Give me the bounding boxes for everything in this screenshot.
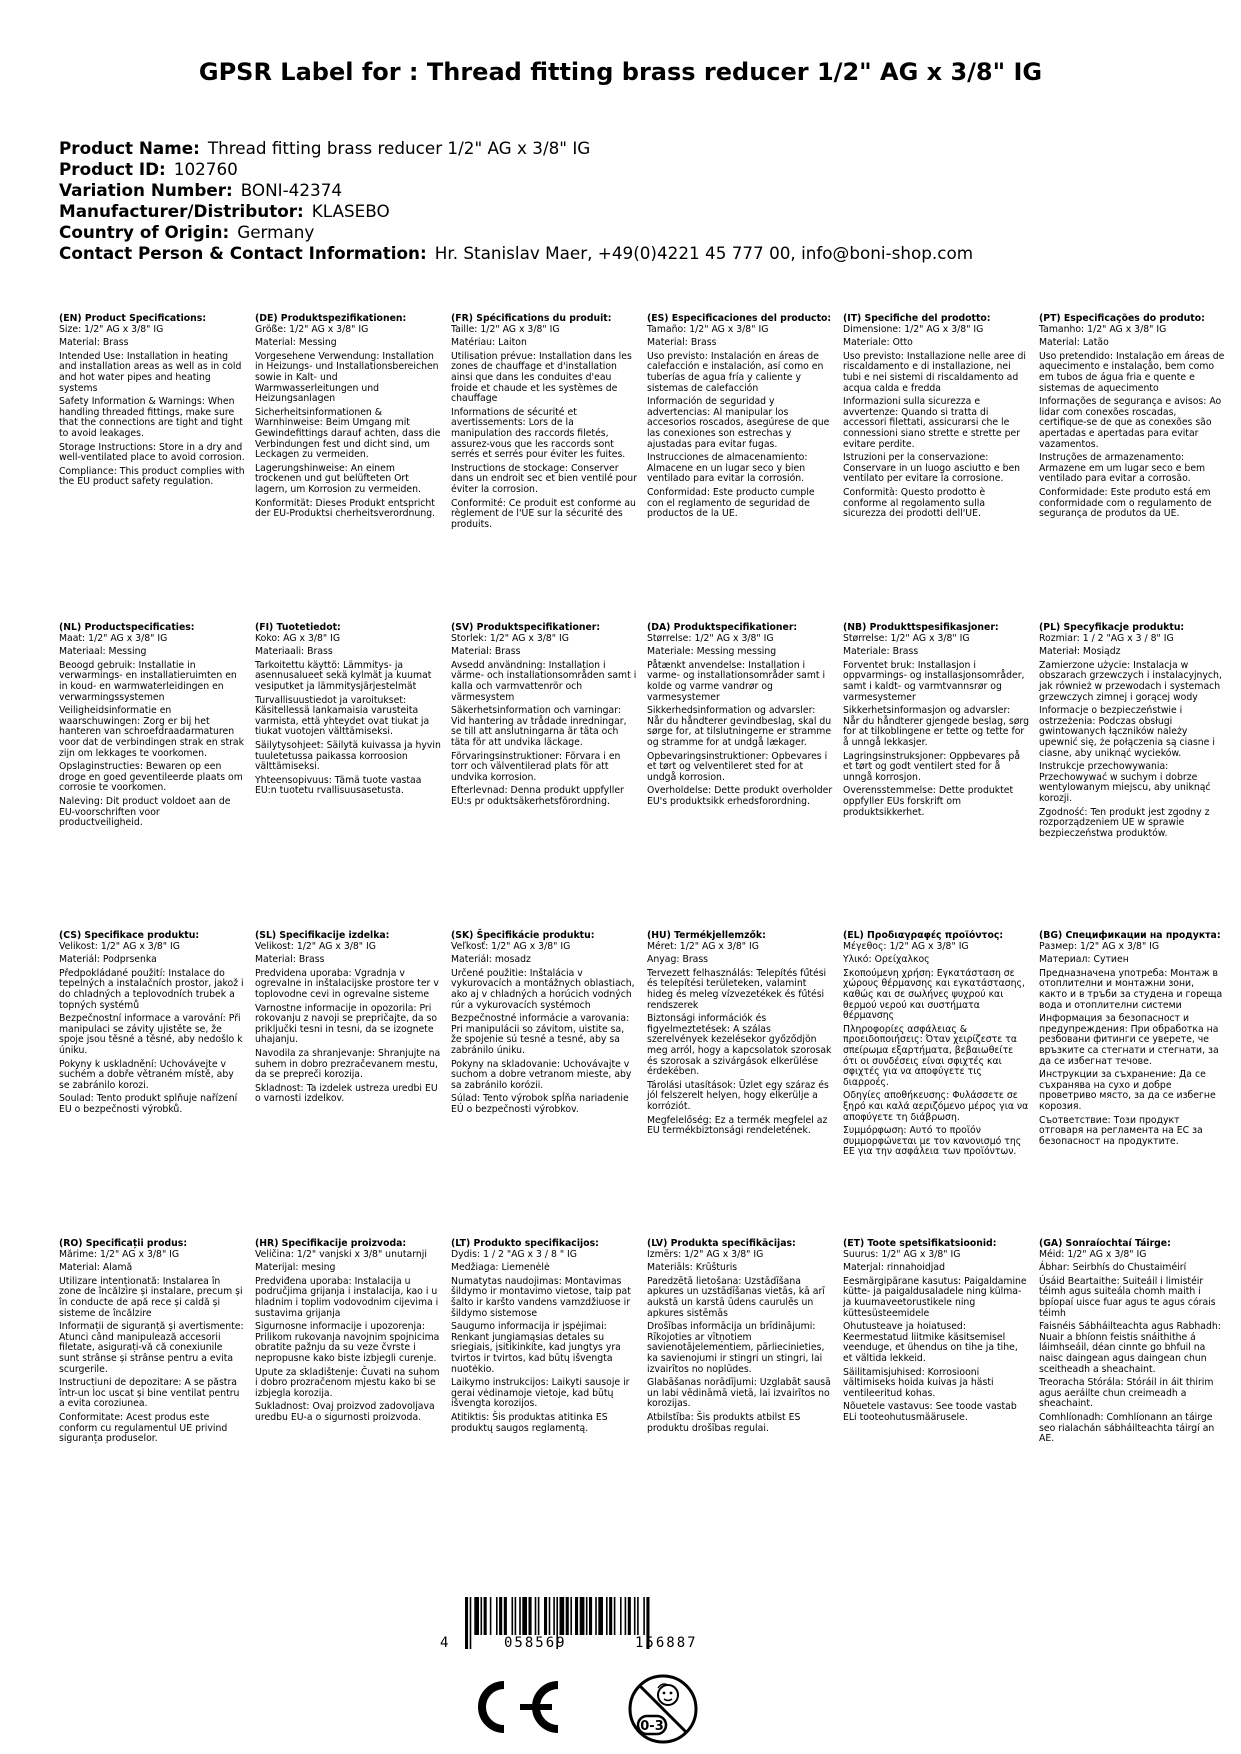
spec-line: Soulad: Tento produkt splňuje nařízení EU o bezpečnosti výrobků. bbox=[59, 1093, 238, 1115]
spec-line: Méret: 1/2" AG x 3/8" IG bbox=[647, 940, 759, 952]
barcode bbox=[440, 1597, 760, 1657]
spec-line: Velikost: 1/2" AG x 3/8" IG bbox=[59, 940, 180, 952]
spec-line: Navodila za shranjevanje: Shranjujte na suhem in dobro prezračevanem mestu, da se prepreči korozija. bbox=[255, 1047, 441, 1081]
barcode-bar bbox=[474, 1597, 479, 1635]
spec-block bbox=[1039, 931, 1225, 1150]
spec-line: Материал: Сутиен bbox=[1039, 954, 1129, 966]
spec-line: Avsedd användning: Installation i värme- och installationsområden samt i kalla och varmvattenrör och värmesystem bbox=[451, 659, 637, 703]
spec-title: (PL) Specyfikacje produktu: bbox=[1039, 622, 1185, 633]
spec-line: Materiāls: Krūšturis bbox=[647, 1262, 738, 1274]
info-row bbox=[59, 180, 1199, 201]
barcode-bar bbox=[490, 1597, 492, 1635]
spec-line: Méid: 1/2" AG x 3/8" IG bbox=[1039, 1248, 1147, 1260]
spec-line: Størrelse: 1/2" AG x 3/8" IG bbox=[647, 632, 774, 644]
page-title: GPSR Label for : Thread fitting brass reducer 1/2" AG x 3/8" IG bbox=[198, 58, 1043, 86]
spec-line: Predvidena uporaba: Vgradnja v ogrevalne in inštalacijske prostore ter v toplovodne cevi in ogrevalne sisteme bbox=[255, 967, 439, 1000]
spec-block bbox=[59, 623, 245, 832]
spec-line: Materiał: Mosiądz bbox=[1039, 646, 1121, 658]
barcode-bar bbox=[625, 1597, 627, 1635]
info-label: Variation Number: bbox=[59, 180, 233, 200]
info-value: Thread fitting brass reducer 1/2" AG x 3/8" IG bbox=[207, 138, 591, 158]
spec-line: Größe: 1/2" AG x 3/8" IG bbox=[255, 323, 369, 335]
spec-line: Suurus: 1/2" AG x 3/8" IG bbox=[843, 1248, 961, 1260]
spec-line: Súlad: Tento výrobok spĺňa nariadenie EÚ o bezpečnosti výrobkov. bbox=[451, 1093, 629, 1115]
spec-title: (SL) Specifikacije izdelka: bbox=[255, 930, 390, 941]
spec-line: Conformidade: Este produto está em conformidade com o regulamento de segurança de produtos da UE. bbox=[1039, 486, 1212, 520]
spec-line: Uso pretendido: Instalação em áreas de aquecimento e instalação, bem como em tubos de água fria e quente e sistemas de aquecimento bbox=[1039, 350, 1225, 394]
spec-line: Размер: 1/2" AG x 3/8" IG bbox=[1039, 940, 1160, 952]
spec-line: Materijal: mesing bbox=[255, 1262, 336, 1274]
spec-line: Úsáid Beartaithe: Suiteáil i limistéir téimh agus suiteála chomh maith i bpíopaí uisce fuar agus te agus córais téimh bbox=[1039, 1275, 1216, 1319]
spec-line: Naleving: Dit product voldoet aan de EU-voorschriften voor productveiligheid. bbox=[59, 795, 231, 829]
spec-block bbox=[647, 314, 833, 523]
spec-line: Material: Brass bbox=[451, 646, 521, 658]
spec-line: Materjal: rinnahoidjad bbox=[843, 1262, 945, 1274]
info-row bbox=[59, 201, 1199, 222]
barcode-bar bbox=[504, 1597, 507, 1635]
spec-title: (SV) Produktspecifikationer: bbox=[451, 622, 601, 633]
spec-line: Atitiktis: Šis produktas atitinka ES produktų saugos reglamentą. bbox=[451, 1411, 608, 1434]
spec-line: Storlek: 1/2" AG x 3/8" IG bbox=[451, 632, 569, 644]
spec-line: Størrelse: 1/2" AG x 3/8" IG bbox=[843, 632, 970, 644]
barcode-bar bbox=[553, 1597, 555, 1635]
spec-line: Предназначена употреба: Монтаж в отоплителни и монтажни зони, както и в тръби за студена и гореща вода и отоплителни системи bbox=[1039, 967, 1223, 1011]
spec-title: (NL) Productspecificaties: bbox=[59, 622, 195, 633]
info-value: 102760 bbox=[173, 159, 238, 179]
spec-title: (FI) Tuotetiedot: bbox=[255, 622, 341, 633]
spec-line: Safety Information & Warnings: When handling threaded fittings, make sure that the connections are tight and tight to avoid leakages. bbox=[59, 396, 243, 439]
info-label: Product ID: bbox=[59, 159, 166, 179]
barcode-bar bbox=[484, 1597, 487, 1635]
spec-line: Efterlevnad: Denna produkt uppfyller EU:s pr oduktsäkerhetsförordning. bbox=[451, 785, 624, 807]
spec-block bbox=[451, 1239, 637, 1437]
spec-title: (PT) Especificações do produto: bbox=[1039, 313, 1205, 324]
barcode-bar bbox=[496, 1597, 498, 1635]
spec-block bbox=[843, 1239, 1029, 1427]
spec-line: Zamierzone użycie: Instalacja w obszarach grzewczych i instalacyjnych, jak również w przewodach i systemach grzewczych zimnej i gorącej wody bbox=[1039, 659, 1222, 703]
barcode-bar bbox=[566, 1597, 569, 1635]
spec-line: Vorgesehene Verwendung: Installation in Heizungs- und Installationsbereichen sowie in Kalt- und Warmwasserleitungen und Heizungsanlagen bbox=[255, 350, 439, 405]
barcode-bar bbox=[529, 1597, 532, 1635]
spec-line: Materiale: Brass bbox=[843, 646, 919, 658]
spec-line: Materiale: Otto bbox=[843, 337, 913, 349]
barcode-bar bbox=[560, 1597, 565, 1635]
spec-line: Uso previsto: Installazione nelle aree di riscaldamento e di installazione, nei tubi e nei sistemi di riscaldamento ad acqua calda e fredda bbox=[843, 350, 1026, 394]
spec-line: Tamaño: 1/2" AG x 3/8" IG bbox=[647, 323, 769, 335]
spec-line: Instrukcje przechowywania: Przechowywać w suchym i dobrze wentylowanym miejscu, aby uniknąć korozji. bbox=[1039, 761, 1211, 804]
spec-block bbox=[451, 314, 637, 533]
spec-line: Istruzioni per la conservazione: Conservare in un luogo asciutto e ben ventilato per evitare la corrosione. bbox=[843, 452, 1021, 485]
spec-line: Conformità: Questo prodotto è conforme al regolamento sulla sicurezza dei prodotti dell'UE. bbox=[843, 486, 986, 520]
spec-block bbox=[255, 1239, 441, 1427]
spec-line: Beoogd gebruik: Installatie in verwarmings- en installatieruimten en in koud- en warmwaterleidingen en verwarmingssystemen bbox=[59, 659, 237, 703]
spec-line: Velikost: 1/2" AG x 3/8" IG bbox=[255, 940, 376, 952]
ce-mark-icon bbox=[454, 1677, 566, 1741]
spec-line: Conformité: Ce produit est conforme au règlement de l'UE sur la sécurité des produits. bbox=[451, 497, 636, 530]
spec-line: Pokyny na skladovanie: Uchovávajte v suchom a dobre vetranom mieste, aby sa zabránilo korózii. bbox=[451, 1058, 632, 1091]
spec-line: Yhteensopivuus: Tämä tuote vastaa EU:n tuotetu rvallisuusasetusta. bbox=[255, 774, 422, 797]
barcode-bar bbox=[586, 1597, 588, 1635]
spec-line: Comhlíonadh: Comhlíonann an táirge seo rialachán sábháilteachta táirgí an AE. bbox=[1039, 1411, 1215, 1445]
spec-line: Συμμόρφωση: Αυτό το προϊόν συμμορφώνεται με τον κανονισμό της ΕΕ για την ασφάλεια των προϊόντων. bbox=[843, 1125, 1022, 1158]
spec-line: Dydis: 1 / 2 "AG x 3 / 8 " IG bbox=[451, 1248, 577, 1260]
spec-line: Opslaginstructies: Bewaren op een droge en goed geventileerde plaats om corrosie te voorkomen. bbox=[59, 761, 243, 794]
info-value: KLASEBO bbox=[311, 201, 390, 221]
spec-line: Materiál: mosadz bbox=[451, 954, 531, 966]
info-row bbox=[59, 243, 1199, 264]
spec-line: Nõuetele vastavus: See toode vastab ELi tooteohutusmäärusele. bbox=[843, 1401, 1017, 1423]
spec-title: (LV) Produkta specifikācijas: bbox=[647, 1238, 796, 1249]
barcode-bar bbox=[598, 1597, 603, 1635]
spec-block bbox=[647, 623, 833, 811]
spec-line: Tárolási utasítások: Üzlet egy száraz és jól felszerelt helyen, hogy elkerülje a korróziót. bbox=[647, 1079, 829, 1112]
spec-line: Säilytysohjeet: Säilytä kuivassa ja hyvin tuuletetussa paikassa korroosion välttämiseksi. bbox=[255, 739, 441, 773]
barcode-bar bbox=[595, 1597, 597, 1635]
barcode-bar bbox=[614, 1597, 616, 1635]
spec-line: Informações de segurança e avisos: Ao lidar com conexões roscadas, certifique-se de que as conexões são apertadas e apertadas para evitar vazamentos. bbox=[1039, 396, 1222, 450]
spec-line: Předpokládané použití: Instalace do tepelných a instalačních prostor, jakož i do chladných a teplovodních trubek a topných systémů bbox=[59, 967, 244, 1011]
barcode-digit-first: 4 bbox=[440, 1635, 449, 1651]
spec-line: Forventet bruk: Installasjon i oppvarmings- og installasjonsområder, samt i kaldt- og varmtvannsrør og varmesystemer bbox=[843, 659, 1025, 703]
info-value: BONI-42374 bbox=[240, 180, 343, 200]
spec-block bbox=[451, 931, 637, 1119]
barcode-bar bbox=[589, 1597, 592, 1635]
spec-line: Paredzētā lietošana: Uzstādīšana apkures un uzstādīšanas vietās, kā arī aukstā un karstā ūdens caurulēs un apkures sistēmās bbox=[647, 1275, 825, 1319]
spec-line: Säkerhetsinformation och varningar: Vid hantering av trådade inredningar, se till att anslutningarna är täta och täta för att undvika läckage. bbox=[451, 705, 627, 748]
spec-title: (SK) Špecifikácie produktu: bbox=[451, 930, 595, 941]
spec-title: (RO) Specificații produs: bbox=[59, 1238, 188, 1249]
spec-line: Instruções de armazenamento: Armazene em um lugar seco e bem ventilado para evitar a corrosão. bbox=[1039, 452, 1206, 485]
spec-line: Eesmärgipärane kasutus: Paigaldamine kütte- ja paigaldusaladele ning külma- ja kuumaveetorustikele ning küttesüsteemidele bbox=[843, 1275, 1027, 1319]
barcode-bar bbox=[637, 1597, 639, 1635]
barcode-bar bbox=[538, 1597, 540, 1635]
spec-line: Instrucciones de almacenamiento: Almacene en un lugar seco y bien ventilado para evitar la corrosión. bbox=[647, 452, 808, 485]
spec-line: Varnostne informacije in opozorila: Pri rokovanju z navoji se prepričajte, da so priključki tesni in tesni, da se izognete uhajanju. bbox=[255, 1002, 438, 1046]
info-row bbox=[59, 222, 1199, 243]
spec-line: Drošības informācija un brīdinājumi: Rīkojoties ar vītņotiem savienotājelementiem, pārliecinieties, ka savienojumi ir stingri un stingri, lai izvairītos no noplūdes. bbox=[647, 1321, 825, 1375]
spec-block bbox=[255, 314, 441, 523]
spec-line: Určené použitie: Inštalácia v vykurovacích a montážnych oblastiach, ako aj v chladných a horúcich vodných rúr a vykurovacích systémoch bbox=[451, 967, 635, 1011]
spec-line: Biztonsági információk és figyelmeztetések: A szálas szerelvények kezelésekor győződjön meg arról, hogy a kapcsolatok szorosak és szorosak a szivárgások elkerülése érdekében. bbox=[647, 1013, 832, 1078]
spec-line: Material: Brass bbox=[59, 337, 129, 349]
spec-line: Material: Latão bbox=[1039, 337, 1109, 349]
spec-line: Turvallisuustiedot ja varoitukset: Käsitellessä lankamaisia varusteita varmista, että yhteydet ovat tiukat ja tiukat vuotojen välttämiseksi. bbox=[255, 694, 430, 738]
spec-block bbox=[1039, 1239, 1225, 1448]
info-label: Contact Person & Contact Information: bbox=[59, 243, 427, 263]
spec-line: Οδηγίες αποθήκευσης: Φυλάσσετε σε ξηρό και καλά αεριζόμενο μέρος για να αποφύγετε τη διάβρωση. bbox=[843, 1090, 1029, 1123]
spec-line: Säilitamisjuhised: Korrosiooni vältimiseks hoida kuivas ja hästi ventileeritud kohas. bbox=[843, 1366, 994, 1399]
barcode-bar bbox=[481, 1597, 483, 1635]
spec-title: (EN) Product Specifications: bbox=[59, 313, 207, 324]
spec-block bbox=[647, 931, 833, 1140]
spec-line: Taille: 1/2" AG x 3/8" IG bbox=[451, 323, 560, 335]
barcode-bar bbox=[519, 1597, 521, 1635]
spec-title: (HU) Termékjellemzők: bbox=[647, 930, 766, 941]
spec-line: Ohutusteave ja hoiatused: Keermestatud liitmike käsitsemisel veenduge, et ühendus on tihe ja tihe, et vältida lekkeid. bbox=[843, 1321, 1018, 1364]
spec-line: Skladnost: Ta izdelek ustreza uredbi EU o varnosti izdelkov. bbox=[255, 1082, 438, 1105]
spec-line: Material: Brass bbox=[255, 954, 325, 966]
spec-line: Tervezett felhasználás: Telepítés fűtési és telepítési területeken, valamint hideg és meleg vízvezetékek és fűtési rendszerek bbox=[647, 967, 827, 1011]
spec-title: (GA) Sonraíochtaí Táirge: bbox=[1039, 1238, 1171, 1249]
barcode-bar bbox=[512, 1597, 514, 1635]
info-row bbox=[59, 159, 1199, 180]
spec-block bbox=[255, 931, 441, 1108]
barcode-bar bbox=[522, 1597, 527, 1635]
spec-line: Numatytas naudojimas: Montavimas šildymo ir montavimo vietose, taip pat šalto ir karšto vandens vamzdžiuose ir šildymo sistemose bbox=[451, 1275, 631, 1319]
spec-block bbox=[647, 1239, 833, 1437]
spec-line: Material: Messing bbox=[255, 337, 337, 349]
spec-line: Uso previsto: Instalación en áreas de calefacción e instalación, así como en tuberías de agua fría y caliente y sistemas de calefacción bbox=[647, 350, 824, 394]
spec-line: Compliance: This product complies with the EU product safety regulation. bbox=[59, 465, 245, 488]
spec-line: Laikymo instrukcijos: Laikyti sausoje ir gerai vėdinamoje vietoje, kad būtų išvengta korozijos. bbox=[451, 1377, 630, 1410]
spec-line: Opbevaringsinstruktioner: Opbevares i et tørt og velventileret sted for at undgå korrosion. bbox=[647, 750, 828, 783]
age-warning-icon bbox=[626, 1672, 700, 1750]
barcode-bar bbox=[544, 1597, 547, 1635]
spec-line: Mărime: 1/2" AG x 3/8" IG bbox=[59, 1248, 180, 1260]
spec-block bbox=[451, 623, 637, 811]
spec-line: Bezpečnostné informácie a varovania: Pri manipulácii so závitom, uistite sa, že spojenie sú tesné a tesné, aby sa zabránilo úniku. bbox=[451, 1013, 630, 1056]
barcode-bar bbox=[643, 1597, 645, 1635]
spec-line: Instrucțiuni de depozitare: A se păstra într-un loc uscat și bine ventilat pentru a evita coroziunea. bbox=[59, 1377, 240, 1410]
spec-title: (LT) Produkto specifikacijos: bbox=[451, 1238, 599, 1249]
barcode-bar bbox=[620, 1597, 622, 1635]
barcode-bar bbox=[535, 1597, 537, 1635]
spec-line: Matériau: Laiton bbox=[451, 337, 527, 349]
barcode-bar bbox=[634, 1597, 636, 1635]
spec-line: Zgodność: Ten produkt jest zgodny z rozporządzeniem UE w sprawie bezpieczeństwa produktów. bbox=[1039, 806, 1210, 839]
barcode-bar bbox=[628, 1597, 631, 1635]
barcode-bar bbox=[609, 1597, 612, 1635]
spec-line: Informations de sécurité et avertissements: Lors de la manipulation des raccords filetés, assurez-vous que les raccords sont serrés et serrés pour éviter les fuites. bbox=[451, 406, 626, 461]
barcode-bar bbox=[580, 1597, 585, 1635]
barcode-bar bbox=[606, 1597, 608, 1635]
spec-line: Konformität: Dieses Produkt entspricht der EU-Produktsi cherheitsverordnung. bbox=[255, 497, 436, 520]
spec-title: (ES) Especificaciones del producto: bbox=[647, 313, 832, 324]
info-label: Manufacturer/Distributor: bbox=[59, 201, 304, 221]
spec-line: Megfelelőség: Ez a termék megfelel az EU termékbiztonsági rendeletének. bbox=[647, 1114, 828, 1137]
spec-line: Materiaali: Brass bbox=[255, 646, 333, 658]
spec-block bbox=[1039, 314, 1225, 523]
info-row bbox=[59, 138, 1199, 159]
spec-line: Sikkerhetsinformasjon og advarsler: Når du håndterer gjengede beslag, sørg for at tilkoblingene er tette og tette for å unngå lekkasjer. bbox=[843, 705, 1029, 748]
barcode-bar bbox=[465, 1597, 468, 1649]
spec-line: Dimensione: 1/2" AG x 3/8" IG bbox=[843, 323, 984, 335]
spec-line: Μέγεθος: 1/2" AG x 3/8" IG bbox=[843, 940, 969, 952]
barcode-bar bbox=[499, 1597, 502, 1635]
spec-block bbox=[1039, 623, 1225, 842]
spec-line: Informacje o bezpieczeństwie i ostrzeżenia: Podczas obsługi gwintowanych łączników należy upewnić się, że połączenia są ciasne i ciasne, aby uniknąć wycieków. bbox=[1039, 705, 1215, 759]
spec-block bbox=[843, 314, 1029, 523]
spec-line: Medžiaga: Liemenėlė bbox=[451, 1262, 550, 1274]
spec-line: Materiál: Podprsenka bbox=[59, 954, 157, 966]
barcode-digits-left: 058569 bbox=[504, 1635, 567, 1651]
spec-title: (DE) Produktspezifikationen: bbox=[255, 313, 407, 324]
spec-title: (CS) Specifikace produktu: bbox=[59, 930, 200, 941]
spec-line: Glabāšanas norādījumi: Uzglabāt sausā un labi vēdināmā vietā, lai izvairītos no korozijas. bbox=[647, 1377, 831, 1410]
spec-line: Lagringsinstruksjoner: Oppbevares på et tørt og godt ventilert sted for å unngå korrosjon. bbox=[843, 750, 1021, 783]
spec-title: (HR) Specifikacije proizvoda: bbox=[255, 1238, 407, 1249]
barcode-bar bbox=[515, 1597, 517, 1635]
spec-line: Sikkerhedsinformation og advarsler: Når du håndterer gevindbeslag, skal du sørge for, at tilslutningerne er stramme og stramme for at undgå lækager. bbox=[647, 705, 832, 748]
spec-line: Upute za skladištenje: Čuvati na suhom i dobro prozračenom mjestu kako bi se izbjegla korozija. bbox=[255, 1366, 440, 1399]
spec-line: Atbilstība: Šis produkts atbilst ES produktu drošības regulai. bbox=[647, 1411, 801, 1434]
spec-line: Sicherheitsinformationen & Warnhinweise: Beim Umgang mit Gewindefittings darauf achten, dass die Verbindungen fest und dicht sind, um Leckagen zu vermeiden. bbox=[255, 406, 441, 461]
spec-line: Materiale: Messing messing bbox=[647, 646, 777, 658]
barcode-bar bbox=[549, 1597, 551, 1635]
spec-line: Tarkoitettu käyttö: Lämmitys- ja asennusalueet sekä kylmät ja kuumat vesiputket ja lämmitysjärjestelmät bbox=[255, 659, 432, 692]
age-range-label: 0-3 bbox=[640, 1719, 664, 1734]
spec-line: Información de seguridad y advertencias: Al manipular los accesorios roscados, asegúrese de que las conexiones son estrechas y ajustadas para evitar fugas. bbox=[647, 396, 830, 450]
spec-line: Veľkosť: 1/2" AG x 3/8" IG bbox=[451, 940, 571, 952]
spec-line: Izmērs: 1/2" AG x 3/8" IG bbox=[647, 1248, 764, 1260]
spec-line: Информация за безопасност и предупреждения: При обработка на резбовани фитинги се уверете, че връзките са стегнати и стегнати, за да се избегнат течове. bbox=[1039, 1013, 1219, 1067]
spec-line: Conformidad: Este producto cumple con el reglamento de seguridad de productos de la UE. bbox=[647, 486, 815, 520]
spec-title: (FR) Spécifications du produit: bbox=[451, 313, 612, 324]
spec-line: Instructions de stockage: Conserver dans un endroit sec et bien ventilé pour éviter la corrosion. bbox=[451, 462, 637, 495]
spec-line: Bezpečnostní informace a varování: Při manipulaci se závity ujistěte se, že spoje jsou těsné a těsné, aby nedošlo k úniku. bbox=[59, 1013, 243, 1056]
spec-line: Υλικό: Ορείχαλκος bbox=[843, 954, 930, 966]
info-label: Country of Origin: bbox=[59, 222, 230, 242]
spec-line: Koko: AG x 3/8" IG bbox=[255, 632, 341, 644]
barcode-bar bbox=[470, 1597, 472, 1649]
barcode-bar bbox=[575, 1597, 578, 1635]
spec-line: Anyag: Brass bbox=[647, 954, 709, 966]
spec-title: (ET) Toote spetsifikatsioonid: bbox=[843, 1238, 997, 1249]
spec-line: Informații de siguranță și avertismente: Atunci când manipulează accesorii filetate, asigurați-vă că conexiunile sunt strânse și strânse pentru a evita scurgerile. bbox=[59, 1321, 244, 1375]
info-value: Hr. Stanislav Maer, +49(0)4221 45 777 00, info@boni-shop.com bbox=[434, 243, 974, 263]
spec-line: Ábhar: Seirbhís do Chustaiméirí bbox=[1039, 1262, 1187, 1274]
spec-block bbox=[59, 931, 245, 1119]
spec-line: Size: 1/2" AG x 3/8" IG bbox=[59, 323, 164, 335]
barcode-bar bbox=[570, 1597, 572, 1635]
spec-block bbox=[59, 1239, 245, 1448]
spec-line: Πληροφορίες ασφάλειας & προειδοποιήσεις: Όταν χειρίζεστε τα σπείρωμα εξαρτήματα, βεβαιωθείτε ότι οι συνδέσεις είναι σφιχτές και σφιχτές για να αποφύγετε τις διαρροές. bbox=[843, 1023, 1017, 1088]
spec-line: Lagerungshinweise: An einem trockenen und gut belüfteten Ort lagern, um Korrosion zu vermeiden. bbox=[255, 462, 421, 495]
spec-line: Faisnéis Sábháilteachta agus Rabhadh: Nuair a bhíonn feistis snáithithe á láimhseáil, déan cinnte go bhfuil na naisc daingean agus daingean chun sceitheadh a sheachaint. bbox=[1039, 1321, 1221, 1375]
spec-line: Sukladnost: Ovaj proizvod zadovoljava uredbu EU-a o sigurnosti proizvoda. bbox=[255, 1401, 435, 1423]
spec-line: Overensstemmelse: Dette produktet oppfyller EUs forskrift om produktsikkerhet. bbox=[843, 785, 1014, 818]
info-label: Product Name: bbox=[59, 138, 200, 158]
spec-line: Utilisation prévue: Installation dans les zones de chauffage et d'installation ainsi que dans les conduites d'eau froide et chaude et les systèmes de chauffage bbox=[451, 350, 632, 405]
spec-line: Treoracha Stórála: Stóráil in áit thirim agus aeráilte chun creimeadh a sheachaint. bbox=[1039, 1377, 1214, 1410]
spec-block bbox=[255, 623, 441, 800]
spec-title: (NB) Produkttspesifikasjoner: bbox=[843, 622, 999, 633]
spec-block bbox=[59, 314, 245, 491]
spec-line: Veiligheidsinformatie en waarschuwingen: Zorg er bij het hanteren van schroefdraadarmaturen voor dat de verbindingen strak en strak zijn om lekkages te voorkomen. bbox=[59, 705, 245, 759]
spec-line: Utilizare intenționată: Instalarea în zone de încălzire și instalare, precum și în conducte de apă rece și caldă și sisteme de încălzire bbox=[59, 1275, 243, 1319]
spec-title: (IT) Specifiche del prodotto: bbox=[843, 313, 991, 324]
spec-line: Инструкции за съхранение: Да се съхранява на сухо и добре проветриво място, за да се избегне корозия. bbox=[1039, 1069, 1216, 1112]
product-info bbox=[59, 138, 1199, 264]
spec-line: Veličina: 1/2" vanjski x 3/8" unutarnji bbox=[255, 1248, 427, 1260]
spec-line: Påtænkt anvendelse: Installation i varme- og installationsområder samt i kolde og varme vandrør og varmesystemer bbox=[647, 659, 826, 703]
spec-line: Pokyny k uskladnění: Uchovávejte v suchém a dobře větraném místě, aby se zabránilo korozi. bbox=[59, 1058, 234, 1091]
spec-line: Material: Brass bbox=[647, 337, 717, 349]
spec-line: Intended Use: Installation in heating and installation areas as well as in cold and hot water pipes and heating systems bbox=[59, 350, 242, 394]
spec-line: Maat: 1/2" AG x 3/8" IG bbox=[59, 632, 168, 644]
spec-line: Materiaal: Messing bbox=[59, 646, 147, 658]
spec-line: Storage Instructions: Store in a dry and well-ventilated place to avoid corrosion. bbox=[59, 441, 245, 464]
spec-line: Σκοπούμενη χρήση: Εγκατάσταση σε χώρους θέρμανσης και εγκατάστασης, καθώς και σε σωλήνες ψυχρού και θερμού νερού και συστήματα θέρμανσης bbox=[843, 967, 1025, 1022]
spec-line: Material: Alamă bbox=[59, 1262, 133, 1274]
spec-line: Saugumo informacija ir įspėjimai: Renkant jungiamąsias detales su sriegiais, įsitikinkite, kad jungtys yra tvirtos ir tvirtos, kad būtų išvengta nuotėkio. bbox=[451, 1321, 621, 1375]
spec-title: (DA) Produktspecifikationer: bbox=[647, 622, 798, 633]
spec-line: Conformitate: Acest produs este conform cu regulamentul UE privind siguranța produselor. bbox=[59, 1411, 228, 1445]
spec-line: Overholdelse: Dette produkt overholder EU's produktsikk erhedsforordning. bbox=[647, 785, 833, 807]
spec-line: Predviđena uporaba: Instalacija u područjima grijanja i instalacija, kao i u hladnim i toplim vodovodnim cijevima i sustavima grijanja bbox=[255, 1275, 439, 1319]
spec-line: Rozmiar: 1 / 2 "AG x 3 / 8" IG bbox=[1039, 632, 1174, 644]
spec-line: Съответствие: Този продукт отговаря на регламента на ЕС за безопасност на продуктите. bbox=[1039, 1114, 1203, 1147]
spec-block bbox=[843, 931, 1029, 1161]
barcode-digits-right: 156887 bbox=[635, 1635, 698, 1651]
spec-line: Tamanho: 1/2" AG x 3/8" IG bbox=[1039, 323, 1167, 335]
spec-title: (EL) Προδιαγραφές προϊόντος: bbox=[843, 930, 1004, 941]
spec-line: Förvaringsinstruktioner: Förvara i en torr och välventilerad plats för att undvika korrosion. bbox=[451, 750, 621, 783]
info-value: Germany bbox=[237, 222, 315, 242]
spec-line: Sigurnosne informacije i upozorenja: Prilikom rukovanja navojnim spojnicima obratite pažnju da su veze čvrste i nepropusne kako biste izbjegli curenje. bbox=[255, 1321, 440, 1364]
spec-block bbox=[843, 623, 1029, 821]
spec-line: Informazioni sulla sicurezza e avvertenze: Quando si tratta di accessori filettati, assicurarsi che le connessioni siano strette e strette per evitare perdite. bbox=[843, 396, 1021, 450]
spec-title: (BG) Спецификации на продукта: bbox=[1039, 930, 1221, 941]
